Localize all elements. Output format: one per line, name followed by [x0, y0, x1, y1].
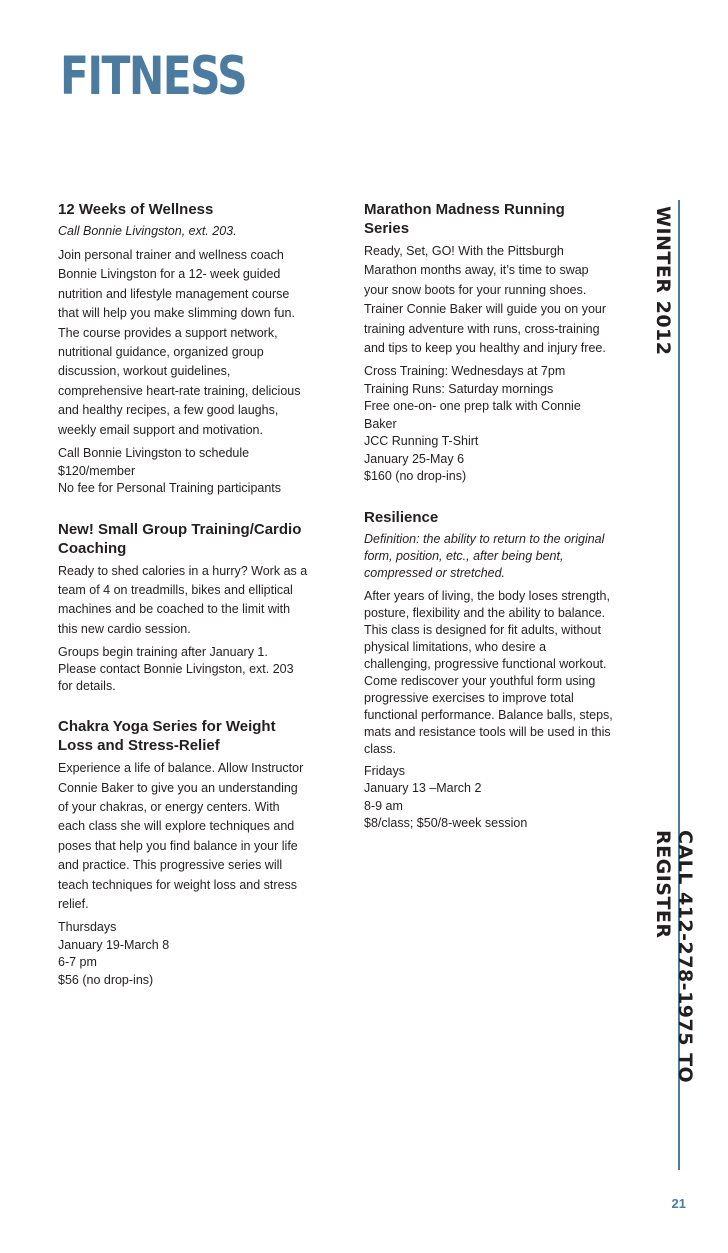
chakra-line: January 19-March 8 [58, 937, 170, 952]
resilience-line: January 13 –March 2 [364, 781, 482, 796]
section-title: FITNESS [60, 46, 247, 107]
wellness-body: Join personal trainer and wellness coach Bonnie Livingston for a 12- week guided nutrition and lifestyle management course that will help you make slimming down fun. The course provides a support network, nutritional guidance, organized group discussion, workout guidelines, comprehensive heart-rate training, delicious and healthy recipes, a few good laughs, weekly email support and motivation. [58, 248, 301, 437]
small-group-note: Groups begin training after January 1. Please contact Bonnie Livingston, ext. 203 for details. [58, 645, 294, 694]
marathon-line: JCC Running T-Shirt [364, 434, 479, 449]
chakra-heading: Chakra Yoga Series for Weight Loss and Stress-Relief [58, 718, 276, 755]
marathon-body: Ready, Set, GO! With the Pittsburgh Marathon months away, it’s time to swap your snow boots for your running shoes. Trainer Connie Baker will guide you on your training adventure with runs, cross-training and tips to keep you healthy and injury free. [364, 244, 607, 356]
page-number: 21 [671, 1196, 686, 1211]
resilience-heading: Resilience [364, 508, 439, 526]
resilience-details [364, 763, 614, 833]
resilience-definition: Definition: the ability to return to the original form, position, etc., after being bent, compressed or stretched. [364, 531, 605, 580]
wellness-details [58, 445, 308, 498]
marathon-heading: Marathon Madness Running Series [364, 201, 565, 237]
small-group-body: Ready to shed calories in a hurry? Work as a team of 4 on treadmills, bikes and elliptical machines and be coached to the limit with this new cardio session. [58, 563, 308, 636]
left-column [58, 200, 308, 989]
wellness-heading: 12 Weeks of Wellness [58, 201, 214, 218]
chakra-body: Experience a life of balance. Allow Instructor Connie Baker to give you an understanding of your chakras, or energy centers. With each class she will explore techniques and poses that help you find balance in your life and practice. This progressive series will teach techniques for weight loss and stress relief. [58, 761, 304, 912]
resilience-line: Fridays [364, 763, 405, 778]
season-label: WINTER 2012 [652, 206, 674, 356]
wellness-line: No fee for Personal Training participants [58, 481, 282, 496]
marathon-line: Training Runs: Saturday mornings [364, 381, 554, 396]
marathon-line: January 25-May 6 [364, 451, 465, 466]
wellness-line: $120/member [58, 463, 136, 478]
small-group-heading: New! Small Group Training/Cardio Coaching [58, 520, 302, 557]
resilience-line: 8-9 am [364, 798, 403, 813]
chakra-line: Thursdays [58, 920, 117, 935]
marathon-line: Cross Training: Wednesdays at 7pm [364, 364, 566, 379]
resilience-body: After years of living, the body loses strength, posture, flexibility and the ability to balance. This class is designed for fit adults, without physical limitations, who desire a challenging, progressive functional workout. Come rediscover your youthful form using progressive exercises to improve total functional performance. Balance balls, steps, mats and resistance tools will be used in this class. [364, 588, 613, 756]
marathon-details [364, 363, 614, 486]
register-phone-label: CALL 412-278-1975 TO REGISTER [652, 830, 696, 1084]
chakra-line: 6-7 pm [58, 955, 97, 970]
resilience-line: $8/class; $50/8-week session [364, 816, 528, 831]
marathon-line: Free one-on- one prep talk with Connie Baker [364, 399, 581, 431]
wellness-line: Call Bonnie Livingston to schedule [58, 446, 250, 461]
side-rule [652, 200, 696, 1170]
right-column [364, 200, 614, 833]
wellness-subtitle: Call Bonnie Livingston, ext. 203. [58, 224, 237, 238]
chakra-line: $56 (no drop-ins) [58, 972, 154, 987]
marathon-line: $160 (no drop-ins) [364, 469, 467, 484]
chakra-details [58, 919, 308, 989]
